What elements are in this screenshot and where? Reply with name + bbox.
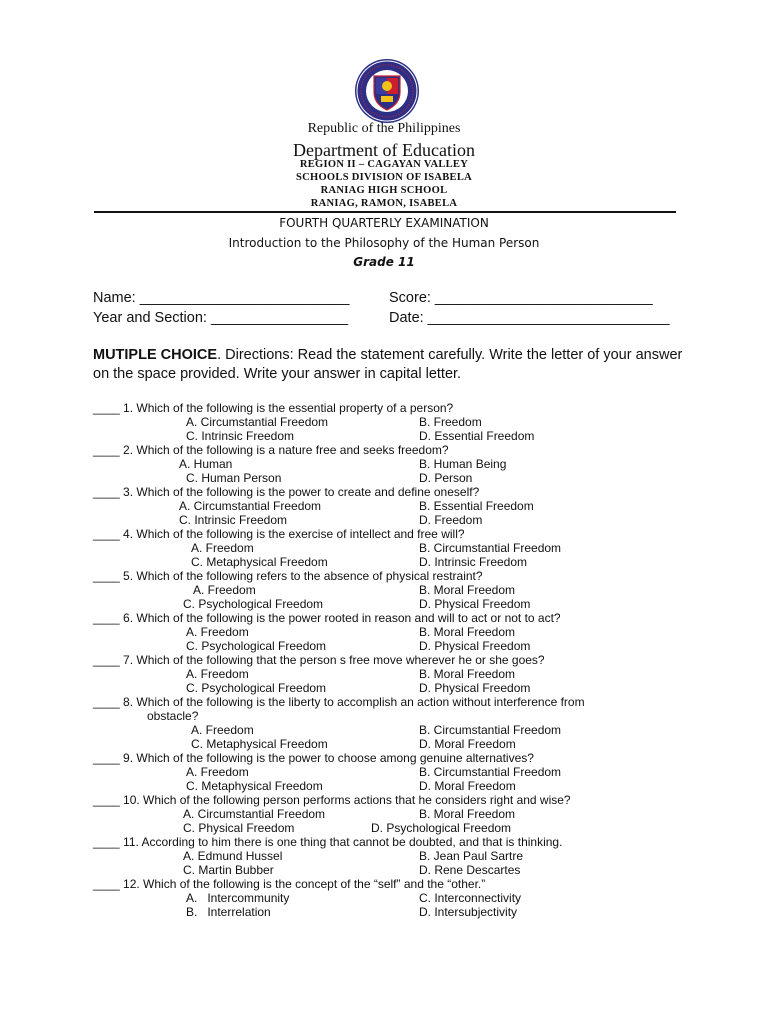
question-4-option-b: B. Circumstantial Freedom [419,541,562,555]
question-11-option-b: B. Jean Paul Sartre [419,849,524,863]
question-1: ____ 1. Which of the following is the essential property of a person? [93,401,454,415]
question-4-option-d: D. Intrinsic Freedom [419,555,528,569]
question-11-option-c: C. Martin Bubber [183,863,274,877]
question-7: ____ 7. Which of the following that the person s free move wherever he or she goes? [93,653,545,667]
question-5-option-a: A. Freedom [193,583,256,597]
division-heading: SCHOOLS DIVISION OF ISABELA [295,172,473,183]
question-1-option-b: B. Freedom [419,415,482,429]
question-1-option-a: A. Circumstantial Freedom [186,415,329,429]
question-12-option-d: D. Intersubjectivity [419,905,518,919]
region-heading: REGION II – CAGAYAN VALLEY [299,159,469,170]
question-10-option-b: B. Moral Freedom [419,807,516,821]
question-6-option-a: A. Freedom [186,625,249,639]
question-9-option-c: C. Metaphysical Freedom [186,779,323,793]
question-1-option-d: D. Essential Freedom [419,429,535,443]
question-10-option-a: A. Circumstantial Freedom [183,807,326,821]
address-heading: RANIAG, RAMON, ISABELA [310,198,458,209]
instructions-text: . Directions: Read the statement carefully. Write the letter of your answer on the space provided. Write your answer in capital letter. [93,347,683,382]
deped-seal-logo [354,58,420,124]
header-divider [94,211,676,213]
question-9-option-d: D. Moral Freedom [419,779,516,793]
question-9-option-b: B. Circumstantial Freedom [419,765,562,779]
question-2-option-d: D. Person [419,471,473,485]
question-10: ____ 10. Which of the following person performs actions that he considers right and wise? [93,793,571,807]
question-3: ____ 3. Which of the following is the power to create and define oneself? [93,485,480,499]
question-7-option-a: A. Freedom [186,667,249,681]
school-heading: RANIAG HIGH SCHOOL [320,185,448,196]
question-3-option-a: A. Circumstantial Freedom [179,499,322,513]
question-5: ____ 5. Which of the following refers to the absence of physical restraint? [93,569,483,583]
question-10-option-d: D. Psychological Freedom [371,821,512,835]
question-4-option-a: A. Freedom [191,541,254,555]
instructions [93,346,683,384]
question-3-option-d: D. Freedom [419,513,483,527]
question-7-option-b: B. Moral Freedom [419,667,516,681]
question-2-option-b: B. Human Being [419,457,507,471]
question-12-option-a: A. Intercommunity [186,891,290,905]
question-4-option-c: C. Metaphysical Freedom [191,555,328,569]
republic-heading: Republic of the Philippines [307,121,461,136]
exam-title: FOURTH QUARTERLY EXAMINATION [279,216,489,230]
year-section-field[interactable]: Year and Section: _________________ [93,310,349,326]
question-11-option-d: D. Rene Descartes [419,863,521,877]
question-8: ____ 8. Which of the following is the liberty to accomplish an action without interference from [93,695,585,709]
question-6-option-c: C. Psychological Freedom [186,639,327,653]
question-6-option-d: D. Physical Freedom [419,639,531,653]
question-7-option-d: D. Physical Freedom [419,681,531,695]
question-9: ____ 9. Which of the following is the power to choose among genuine alternatives? [93,751,534,765]
question-12-option-c: C. Interconnectivity [419,891,522,905]
name-field[interactable]: Name: __________________________ [93,290,350,306]
question-7-option-c: C. Psychological Freedom [186,681,327,695]
question-8-option-a: A. Freedom [191,723,254,737]
question-2-option-c: C. Human Person [186,471,282,485]
question-6-option-b: B. Moral Freedom [419,625,516,639]
question-3-option-c: C. Intrinsic Freedom [179,513,288,527]
question-8-option-d: D. Moral Freedom [419,737,516,751]
question-4: ____ 4. Which of the following is the exercise of intellect and free will? [93,527,465,541]
date-field[interactable]: Date: ______________________________ [389,310,670,326]
question-8-continued: obstacle? [147,709,199,723]
question-11-option-a: A. Edmund Hussel [183,849,283,863]
question-12: ____ 12. Which of the following is the concept of the “self” and the “other.” [93,877,486,891]
question-8-option-b: B. Circumstantial Freedom [419,723,562,737]
question-10-option-c: C. Physical Freedom [183,821,295,835]
question-5-option-b: B. Moral Freedom [419,583,516,597]
department-heading: Department of Education [293,140,475,160]
question-2-option-a: A. Human [179,457,233,471]
question-5-option-c: C. Psychological Freedom [183,597,324,611]
question-11: ____ 11. According to him there is one thing that cannot be doubted, and that is thinking. [93,835,563,849]
question-6: ____ 6. Which of the following is the power rooted in reason and will to act or not to act? [93,611,561,625]
score-field[interactable]: Score: ___________________________ [389,290,653,306]
exam-grade: Grade 11 [353,255,415,269]
instructions-heading: MUTIPLE CHOICE [93,347,218,363]
question-9-option-a: A. Freedom [186,765,249,779]
exam-subject: Introduction to the Philosophy of the Human Person [228,236,540,250]
question-3-option-b: B. Essential Freedom [419,499,534,513]
question-2: ____ 2. Which of the following is a nature free and seeks freedom? [93,443,449,457]
question-12-option-b: B. Interrelation [186,905,271,919]
question-8-option-c: C. Metaphysical Freedom [191,737,328,751]
question-1-option-c: C. Intrinsic Freedom [186,429,295,443]
question-5-option-d: D. Physical Freedom [419,597,531,611]
